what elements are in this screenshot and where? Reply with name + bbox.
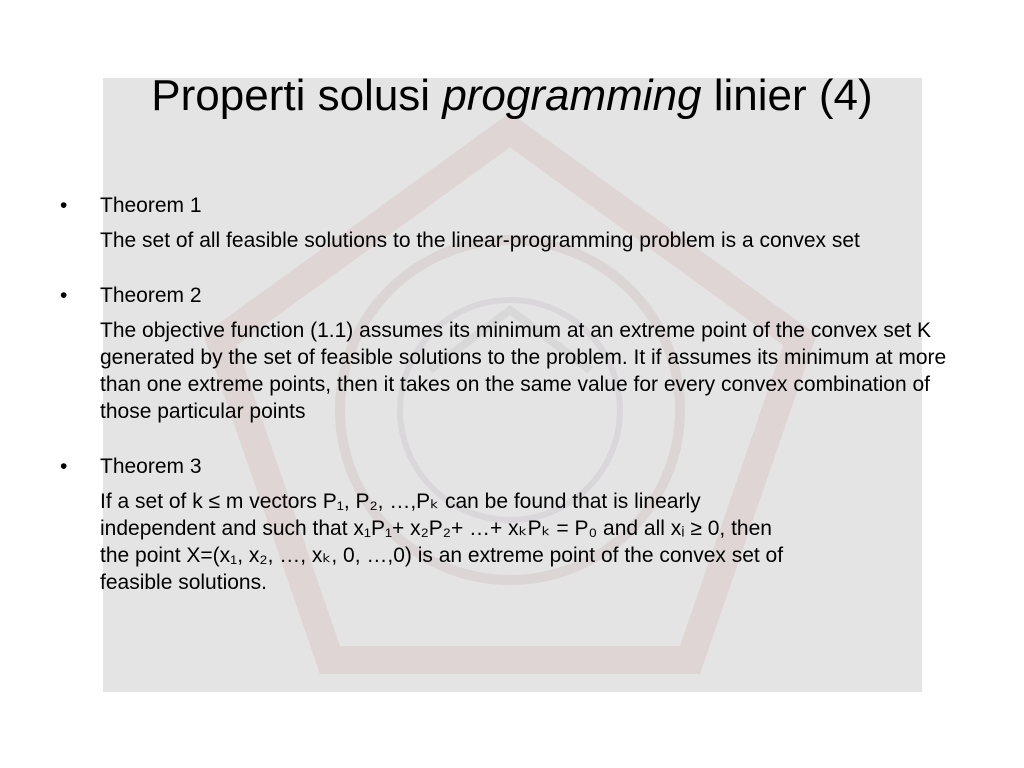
theorem-item-1 — [60, 192, 975, 254]
theorem-body: The set of all feasible solutions to the linear-programming problem is a convex set — [100, 229, 860, 252]
title-part-2: linier (4) — [701, 71, 873, 120]
theorem-list — [60, 192, 975, 624]
theorem-body — [100, 488, 975, 596]
theorem-heading: Theorem 3 — [100, 455, 202, 478]
theorem-line: the point X=(x₁, x₂, …, xₖ, 0, …,0) is an extreme point of the convex set of — [100, 544, 784, 567]
theorem-line: If a set of k ≤ m vectors P₁, P₂, …,Pₖ can be found that is linearly — [100, 490, 701, 513]
bullet-icon: • — [60, 194, 68, 217]
theorem-line: feasible solutions. — [100, 571, 267, 594]
theorem-item-3 — [60, 453, 975, 596]
title-part-1: Properti solusi — [151, 71, 443, 120]
theorem-item-2 — [60, 282, 975, 425]
theorem-body: The objective function (1.1) assumes its minimum at an extreme point of the convex set K generated by the set of feasible solutions to the problem. It if assumes its minimum at more than one extreme points, then it takes on the same value for every convex combination of those particular points — [100, 319, 947, 423]
bullet-icon: • — [60, 284, 68, 307]
bullet-icon: • — [60, 455, 68, 478]
slide-title — [0, 66, 1024, 126]
theorem-line: independent and such that x₁P₁+ x₂P₂+ …+ xₖPₖ = P₀ and all xᵢ ≥ 0, then — [100, 517, 772, 540]
theorem-heading: Theorem 2 — [100, 284, 202, 307]
theorem-heading: Theorem 1 — [100, 194, 202, 217]
title-italic: programming — [442, 71, 702, 120]
